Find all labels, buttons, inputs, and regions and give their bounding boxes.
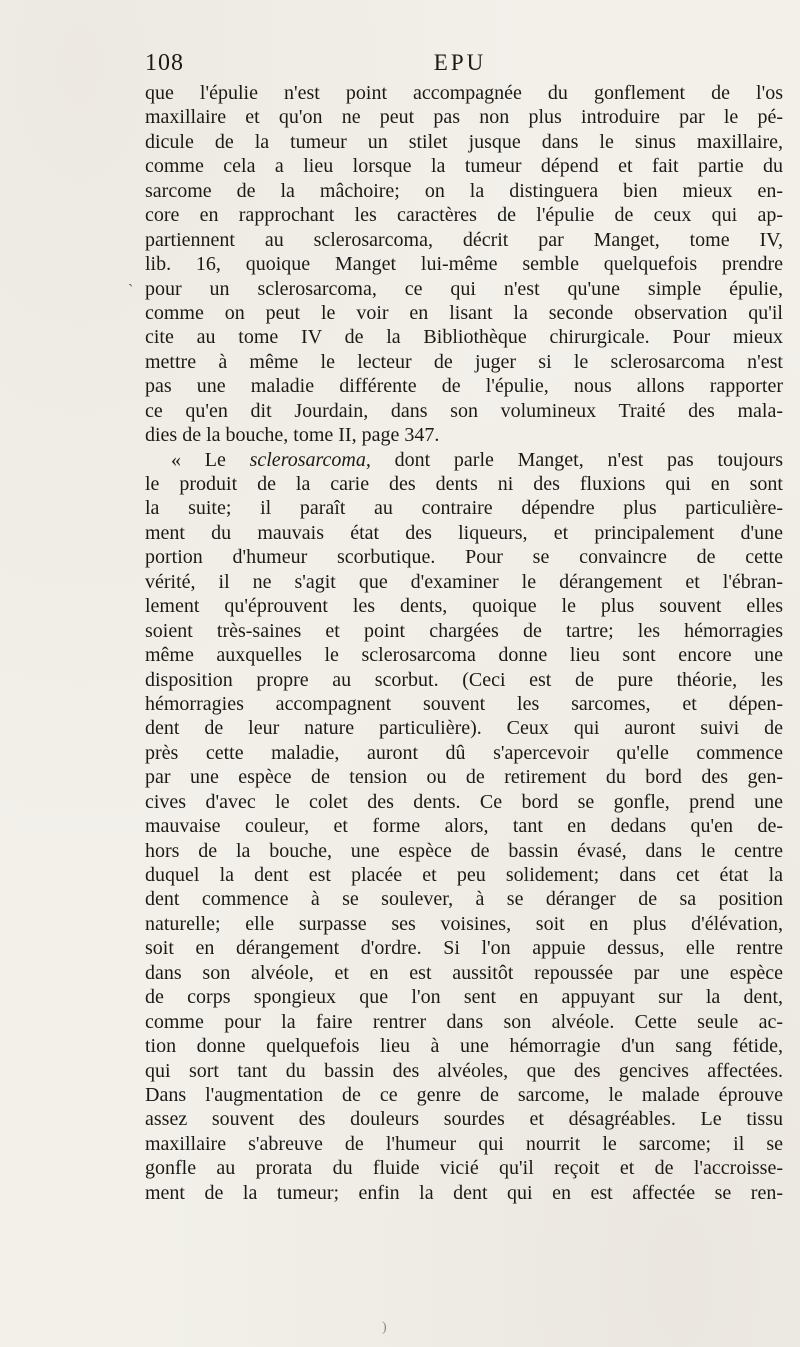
text-line: hémorragies accompagnent souvent les sarcomes, et dépen- <box>145 692 783 715</box>
text-line: comme pour la faire rentrer dans son alvéole. Cette seule ac- <box>145 1010 783 1033</box>
text-line: sarcome de la mâchoire; on la distinguera bien mieux en- <box>145 179 783 202</box>
text-line: soit en dérangement d'ordre. Si l'on appuie dessus, elle rentre <box>145 937 783 960</box>
text-fragment: dont parle Manget, n'est pas toujours <box>370 448 783 471</box>
text-line: duquel la dent est placée et peu solidement; dans cet état la <box>145 864 783 886</box>
margin-mark: ˎ <box>128 270 134 287</box>
text-line: cives d'avec le colet des dents. Ce bord se gonfle, prend une <box>145 790 783 813</box>
text-line: le produit de la carie des dents ni des fluxions qui en sont <box>145 473 783 495</box>
text-line: disposition propre au scorbut. (Ceci est de pure théorie, les <box>145 668 783 691</box>
text-line: de corps spongieux que l'on sent en appuyant sur la dent, <box>145 986 783 1009</box>
text-line: maxillaire et qu'on ne peut pas non plus introduire par le pé- <box>145 106 783 129</box>
text-line: ment du mauvais état des liqueurs, et principalement d'une <box>145 521 783 544</box>
text-line: pas une maladie différente de l'épulie, nous allons rapporter <box>145 375 783 398</box>
text-line: même auxquelles le sclerosarcoma donne lieu sont encore une <box>145 644 783 667</box>
text-line: dies de la bouche, tome II, page 347. <box>145 424 440 447</box>
text-line: assez souvent des douleurs sourdes et désagréables. Le tissu <box>145 1108 783 1131</box>
text-line: Dans l'augmentation de ce genre de sarcome, le malade éprouve <box>145 1083 783 1106</box>
text-line: cite au tome IV de la Bibliothèque chirurgicale. Pour mieux <box>145 326 783 349</box>
text-line: pour un sclerosarcoma, ce qui n'est qu'une simple épulie, <box>145 277 783 300</box>
text-line <box>145 448 783 472</box>
text-line: vérité, il ne s'agit que d'examiner le dérangement et l'ébran- <box>145 570 783 593</box>
page-mark: ) <box>382 1320 387 1335</box>
text-line: lement qu'éprouvent les dents, quoique le plus souvent elles <box>145 595 783 618</box>
text-line: dent de leur nature particulière). Ceux qui auront suivi de <box>145 717 783 740</box>
running-title: EPU <box>433 50 487 75</box>
running-head <box>145 50 785 82</box>
text-line: qui sort tant du bassin des alvéoles, que des gencives affectées. <box>145 1059 783 1082</box>
page-number: 108 <box>145 50 184 76</box>
body-text <box>145 81 783 1205</box>
text-line: dent commence à se soulever, à se déranger de sa position <box>145 888 783 911</box>
text-line: gonfle au prorata du fluide vicié qu'il reçoit et de l'accroisse- <box>145 1157 783 1180</box>
text-line: près cette maladie, auront dû s'apercevoir qu'elle commence <box>145 741 783 764</box>
text-line: mettre à même le lecteur de juger si le sclerosarcoma n'est <box>145 350 783 373</box>
text-line: par une espèce de tension ou de retirement du bord des gen- <box>145 766 783 789</box>
text-line: soient très-saines et point chargées de tartre; les hémorragies <box>145 619 783 642</box>
text-line: dicule de la tumeur un stilet jusque dans le sinus maxillaire, <box>145 130 783 153</box>
text-line: ment de la tumeur; enfin la dent qui en est affectée se ren- <box>145 1181 783 1204</box>
text-line: comme cela a lieu lorsque la tumeur dépend et fait partie du <box>145 155 783 178</box>
text-line: tion donne quelquefois lieu à une hémorragie d'un sang fétide, <box>145 1035 783 1058</box>
text-fragment: « Le <box>171 448 250 471</box>
text-line: lib. 16, quoique Manget lui-même semble quelquefois prendre <box>145 253 783 276</box>
text-line: comme on peut le voir en lisant la seconde observation qu'il <box>145 301 783 324</box>
italic-term: sclerosarcoma, <box>249 448 371 471</box>
text-line: que l'épulie n'est point accompagnée du gonflement de l'os <box>145 82 783 104</box>
text-line: partiennent au sclerosarcoma, décrit par Manget, tome IV, <box>145 228 783 251</box>
text-line: dans son alvéole, et en est aussitôt repoussée par une espèce <box>145 961 783 984</box>
text-line: core en rapprochant les caractères de l'épulie de ceux qui ap- <box>145 204 783 227</box>
text-line: hors de la bouche, une espèce de bassin évasé, dans le centre <box>145 839 783 862</box>
text-line: ce qu'en dit Jourdain, dans son volumineux Traité des mala- <box>145 399 783 422</box>
text-line: la suite; il paraît au contraire dépendre plus particulière- <box>145 497 783 520</box>
text-line: naturelle; elle surpasse ses voisines, soit en plus d'élévation, <box>145 912 783 935</box>
text-line: maxillaire s'abreuve de l'humeur qui nourrit le sarcome; il se <box>145 1132 783 1155</box>
text-line: mauvaise couleur, et forme alors, tant en dedans qu'en de- <box>145 815 783 838</box>
text-line: portion d'humeur scorbutique. Pour se convaincre de cette <box>145 546 783 569</box>
